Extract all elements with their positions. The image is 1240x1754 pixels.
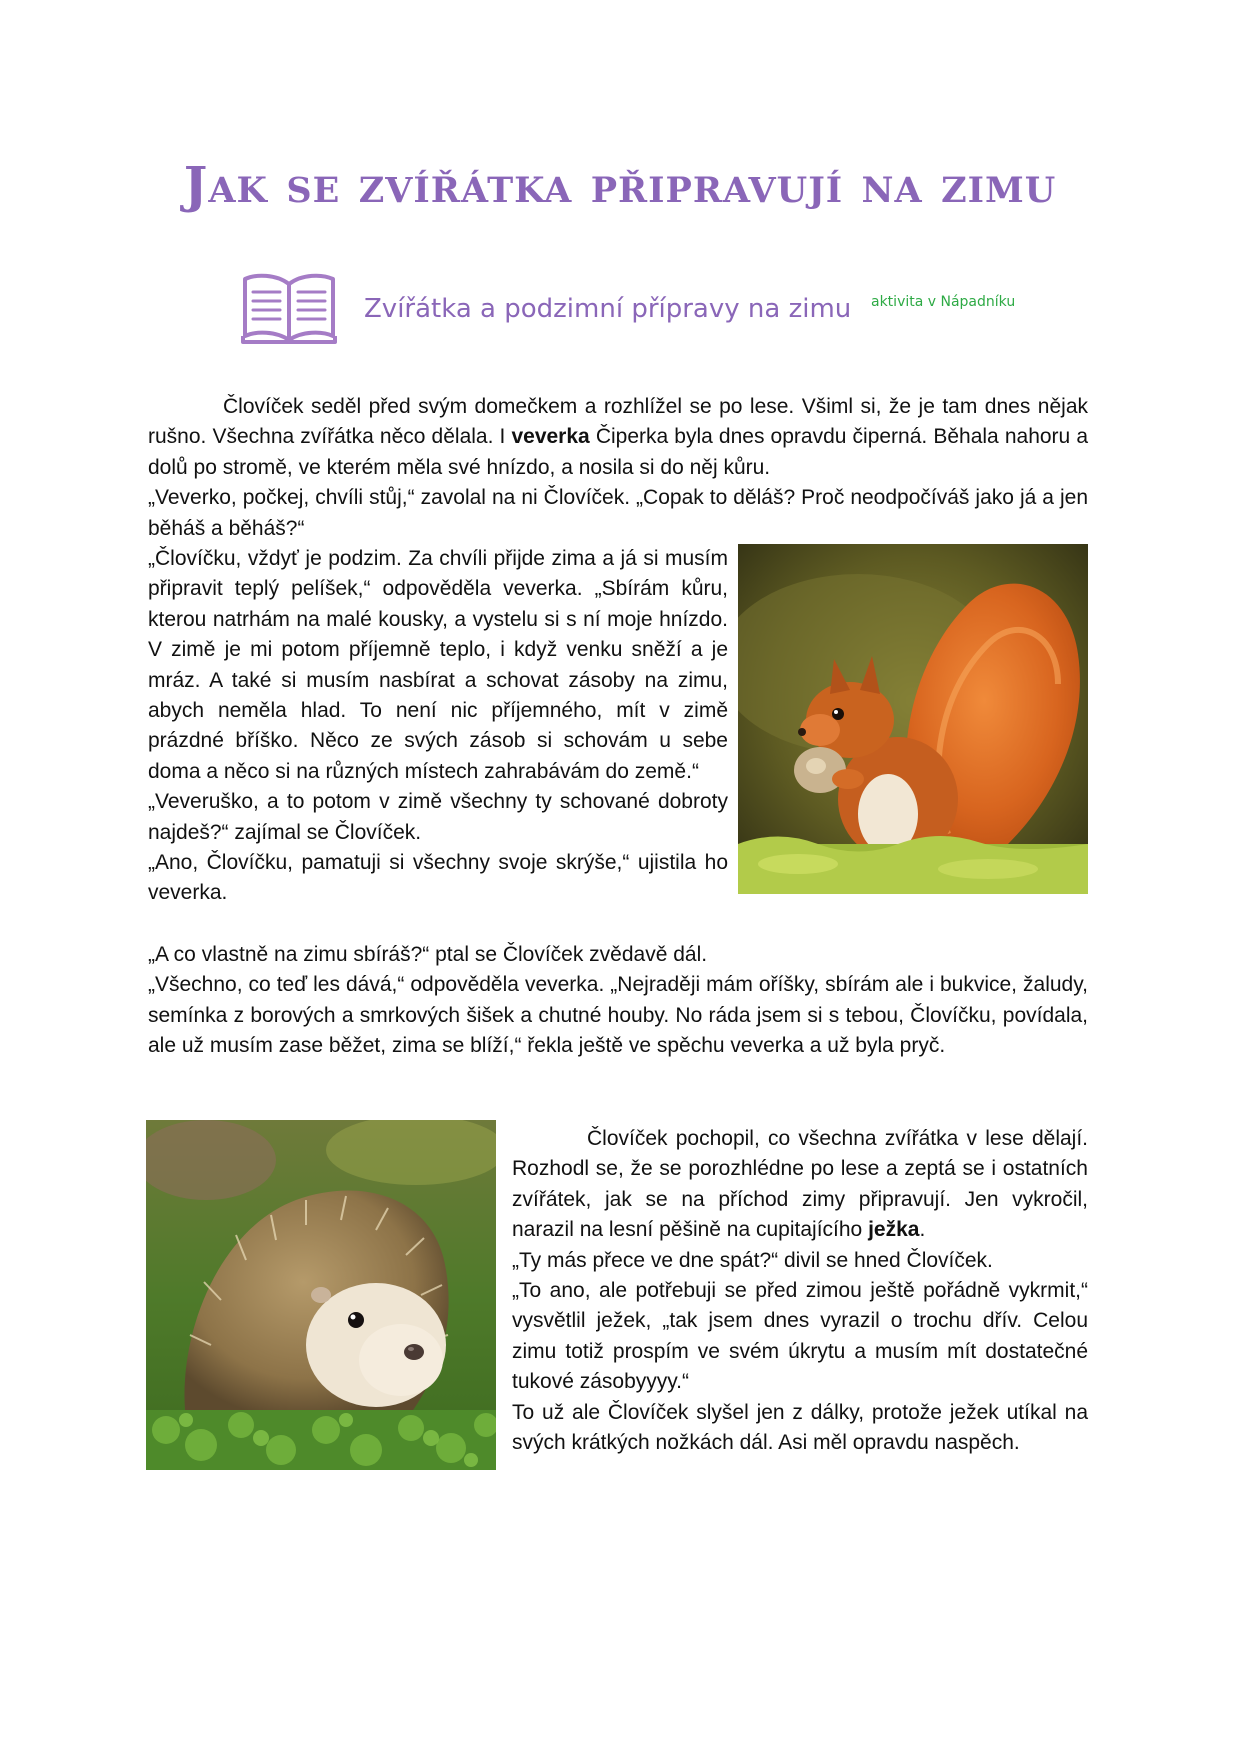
section-header xyxy=(240,270,1040,350)
hedgehog-photo xyxy=(146,1120,496,1470)
story-paragraph: „Ano, Človíčku, pamatuji si všechny svoje skrýše,“ ujistila ho veverka. xyxy=(148,851,728,905)
story-paragraph: „To ano, ale potřebuji se před zimou ještě pořádně vykrmit,“ vysvětlil ježek, „tak jsem dnes vyrazil o trochu dřív. Celou zimu totiž prospím ve svém úkrytu a musím mít dostatečné tukové zásobyyyy.“ xyxy=(512,1279,1088,1394)
story-paragraph: „Veverko, počkej, chvíli stůj,“ zavolal na ni Človíček. „Copak to děláš? Proč neodpočíváš jako já a jen běháš a běháš?“ xyxy=(148,486,1088,540)
story-paragraph: „Veveruško, a to potom v zimě všechny ty schované dobroty najdeš?“ zajímal se Človíček. xyxy=(148,790,728,844)
story-paragraph: „Človíčku, vždyť je podzim. Za chvíli přijde zima a já si musím připravit teplý pelíšek,“ odpověděla veverka. „Sbírám kůru, kterou natrhám na malé kousky, a vystelu si s ní moje hnízdo. V zimě je mi potom příjemně teplo, i když venku sněží a je mráz. A také si musím nasbírat a schovat zásoby na zimu, abych neměla hlad. To není nic příjemného, mít v zimě prázdné bříško. Něco ze svých zásob si schovám u sebe doma a něco si na různých místech zahrabávám do země.“ xyxy=(148,547,728,783)
squirrel-photo xyxy=(738,544,1088,894)
story-paragraph: Človíček pochopil, co všechna zvířátka v lese dělají. Rozhodl se, že se porozhlédne po lese a zeptá se i ostatních zvířátek, jak se na příchod zimy připravují. Jen vykročil, narazil na lesní pěšině na cupitajícího ježka. xyxy=(512,1127,1088,1242)
story-paragraph: Človíček seděl před svým domečkem a rozhlížel se po lese. Všiml si, že je tam dnes nějak rušno. Všechna zvířátka něco dělala. I veverka Čiperka byla dnes opravdu čiperná. Běhala nahoru a dolů po stromě, ve kterém měla své hnízdo, a nosila si do něj kůru. xyxy=(148,395,1088,479)
section-activity-note: aktivita v Nápadníku xyxy=(871,294,1016,310)
story-intro xyxy=(148,392,1088,544)
story-paragraph: „Všechno, co teď les dává,“ odpověděla veverka. „Nejraději mám oříšky, sbírám ale i bukvice, žaludy, semínka z borových a smrkových šišek a chutné houby. No ráda jsem si s tebou, Človíčku, povídala, ale už musím zase běžet, zima se blíží,“ řekla ještě ve spěchu veverka a už byla pryč. xyxy=(148,973,1088,1058)
section-heading: Zvířátka a podzimní přípravy na zimu xyxy=(364,294,852,324)
page-title: Jak se zvířátka připravují na zimu xyxy=(183,155,1057,214)
keyword-squirrel: veverka xyxy=(511,425,590,449)
story-squirrel-ending xyxy=(148,940,1088,1062)
keyword-hedgehog: ježka xyxy=(868,1218,920,1242)
story-hedgehog xyxy=(512,1124,1088,1458)
story-paragraph: To už ale Človíček slyšel jen z dálky, protože ježek utíkal na svých krátkých nožkách dál. Asi měl opravdu naspěch. xyxy=(512,1400,1088,1455)
story-squirrel-dialogue xyxy=(148,544,728,909)
story-paragraph: „A co vlastně na zimu sbíráš?“ ptal se Človíček zvědavě dál. xyxy=(148,943,708,966)
story-paragraph: „Ty más přece ve dne spát?“ divil se hned Človíček. xyxy=(512,1248,993,1272)
open-book-icon xyxy=(240,270,338,346)
